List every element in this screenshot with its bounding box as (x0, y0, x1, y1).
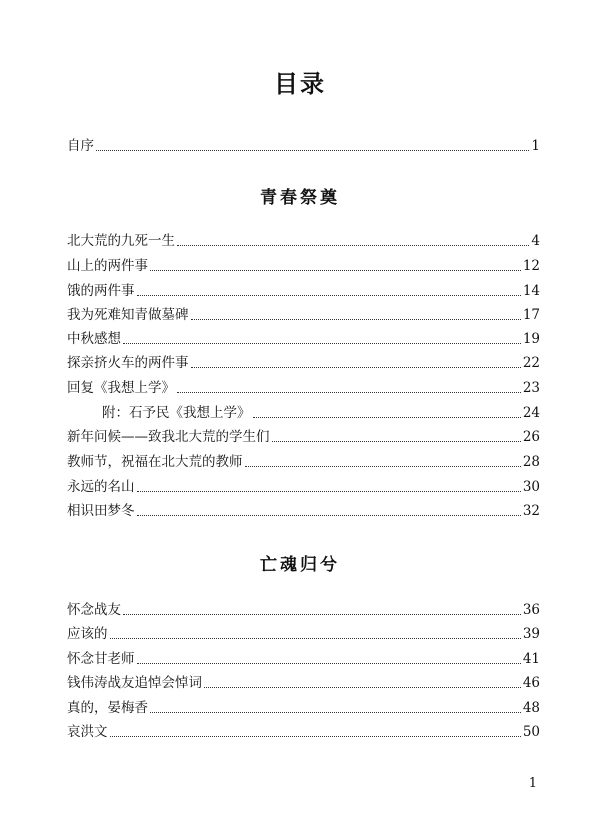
toc-leader-dots (110, 637, 521, 639)
section-title-wanghun: 亡魂归兮 (260, 555, 340, 575)
toc-leader-dots (137, 514, 521, 516)
toc-entry[interactable] (67, 670, 540, 692)
toc-entry-label: 真的，晏梅香 (67, 700, 148, 716)
toc-entry[interactable] (67, 449, 540, 471)
toc-entry-label: 新年问候——致我北大荒的学生们 (67, 429, 270, 445)
toc-entry-page: 22 (522, 355, 540, 371)
toc-entry-label: 怀念战友 (67, 602, 121, 618)
toc-entry-page: 12 (522, 258, 540, 274)
toc-entry-label: 钱伟涛战友追悼会悼词 (67, 675, 202, 691)
toc-entry-label: 怀念甘老师 (67, 651, 135, 667)
toc-entry-label: 相识田梦冬 (67, 503, 135, 519)
toc-leader-dots (137, 490, 521, 492)
toc-entry[interactable] (67, 498, 540, 520)
toc-entry[interactable] (67, 646, 540, 668)
toc-leader-dots (191, 318, 521, 320)
toc-entry-page: 28 (522, 454, 540, 470)
toc-leader-dots (245, 465, 521, 467)
toc-entry-label: 哀洪文 (67, 724, 108, 740)
toc-entry[interactable] (67, 375, 540, 397)
toc-leader-dots (150, 269, 521, 271)
toc-entry-page: 17 (522, 307, 540, 323)
toc-entry-label: 北大荒的九死一生 (67, 233, 175, 249)
toc-entry[interactable] (67, 597, 540, 619)
toc-entry-page: 32 (522, 503, 540, 519)
toc-entry-preface[interactable] (67, 133, 540, 155)
toc-entry-label: 永远的名山 (67, 479, 135, 495)
page-number: 1 (528, 776, 537, 791)
toc-entry-label: 中秋感想 (67, 331, 121, 347)
toc-leader-dots (110, 735, 521, 737)
section-title-qingchun: 青春祭奠 (260, 188, 340, 208)
toc-entry[interactable] (67, 302, 540, 324)
toc-leader-dots (253, 416, 521, 418)
toc-leader-dots (123, 342, 521, 344)
toc-leader-dots (150, 711, 521, 713)
toc-entry[interactable] (67, 719, 540, 741)
toc-entry[interactable] (67, 424, 540, 446)
toc-entry-page: 24 (522, 405, 540, 421)
toc-leader-dots (272, 440, 521, 442)
toc-entry-label: 山上的两件事 (67, 258, 148, 274)
toc-entry-page: 36 (522, 602, 540, 618)
toc-entry-label: 饿的两件事 (67, 283, 135, 299)
page-title: 目录 (274, 69, 326, 98)
toc-entry-label: 回复《我想上学》 (67, 380, 175, 396)
toc-entry[interactable] (67, 350, 540, 372)
toc-entry-page: 1 (531, 138, 540, 154)
toc-entry[interactable] (67, 621, 540, 643)
toc-entry[interactable] (67, 228, 540, 250)
toc-entry-page: 48 (522, 700, 540, 716)
toc-entry-page: 39 (522, 626, 540, 642)
toc-entry-label: 附：石予民《我想上学》 (102, 405, 251, 421)
toc-entry-page: 26 (522, 429, 540, 445)
toc-entry[interactable] (67, 253, 540, 275)
toc-entry-appendix[interactable] (102, 400, 540, 422)
toc-entry-label: 我为死难知青做墓碑 (67, 307, 189, 323)
toc-leader-dots (137, 294, 521, 296)
toc-entry-page: 4 (531, 233, 540, 249)
toc-leader-dots (204, 686, 521, 688)
toc-entry[interactable] (67, 474, 540, 496)
toc-entry-page: 41 (522, 651, 540, 667)
toc-entry-page: 14 (522, 283, 540, 299)
toc-entry-label: 应该的 (67, 626, 108, 642)
toc-leader-dots (177, 244, 529, 246)
toc-entry-page: 46 (522, 675, 540, 691)
toc-entry[interactable] (67, 278, 540, 300)
toc-entry-page: 19 (522, 331, 540, 347)
toc-leader-dots (96, 149, 529, 151)
toc-entry-label: 探亲挤火车的两件事 (67, 355, 189, 371)
toc-leader-dots (177, 391, 521, 393)
toc-entry[interactable] (67, 326, 540, 348)
toc-entry-page: 30 (522, 479, 540, 495)
toc-leader-dots (137, 662, 521, 664)
toc-entry-label: 自序 (67, 138, 94, 154)
toc-entry-label: 教师节，祝福在北大荒的教师 (67, 454, 243, 470)
toc-entry-page: 23 (522, 380, 540, 396)
toc-leader-dots (123, 613, 521, 615)
toc-entry-page: 50 (522, 724, 540, 740)
toc-entry[interactable] (67, 695, 540, 717)
toc-leader-dots (191, 366, 521, 368)
